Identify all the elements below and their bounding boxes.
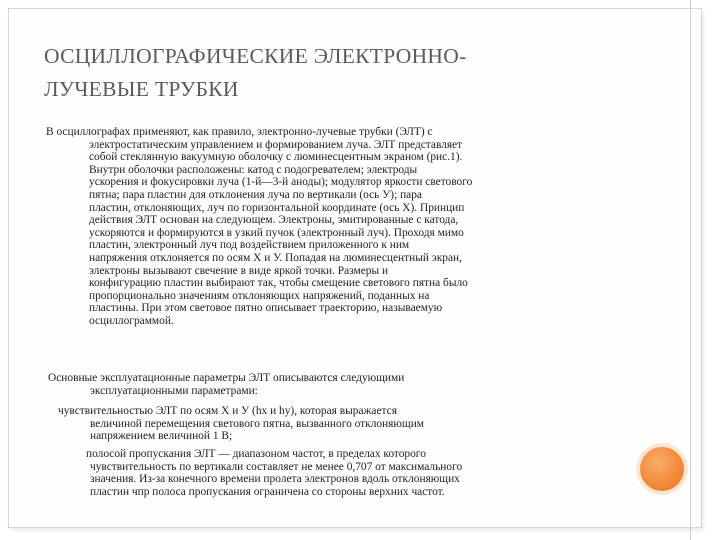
paragraph-parameters (48, 372, 404, 397)
paragraph-line: электростатическим управлением и формированием луча. ЭЛТ представляет (89, 138, 463, 151)
paragraph-line: собой стеклянную вакуумную оболочку с люминесцентным экраном (рис.1). (89, 151, 463, 164)
paragraph-bandwidth (86, 448, 462, 498)
paragraph-line: величиной перемещения светового пятна, вызванного отклоняющим (90, 417, 424, 430)
paragraph-line: чувствительность по вертикали составляет не менее 0,707 от максимального (90, 460, 463, 473)
paragraph-line: ускорения и фокусировки луча (1-й—3-й аноды); модулятор яркости светового (89, 176, 473, 189)
right-divider-line (690, 0, 691, 540)
paragraph-line: полосой пропускания ЭЛТ — диапазоном частот, в пределах которого (86, 448, 426, 460)
paragraph-line: пластин, электронный луч под воздействием приложенного к ним (89, 239, 410, 252)
paragraph-line: конфигурацию пластин выбирают так, чтобы смещение светового пятна было (89, 277, 468, 290)
paragraph-line: В осциллографах применяют, как правило, электронно-лучевые трубки (ЭЛТ) с (46, 126, 433, 138)
paragraph-line: пластин, отклоняющих, луч по горизонтальной координате (ось X). Принцип (89, 201, 465, 214)
paragraph-line: напряжением величиной 1 В; (90, 430, 233, 443)
paragraph-line: осциллограммой. (89, 314, 174, 327)
paragraph-line: напряжения отклоняется по осям X и У. Попадая на люминесцентный экран, (89, 251, 462, 264)
paragraph-line: действия ЭЛТ основан на следующем. Электроны, эмитированные с катода, (89, 214, 459, 227)
paragraph-line: пропорционально значениям отклоняющих напряжений, поданных на (89, 289, 430, 302)
paragraph-line: пятна; пара пластин для отклонения луча по вертикали (ось У); пара (89, 188, 422, 201)
paragraph-line: Внутри оболочки расположены: катод с подогревателем; электроды (89, 163, 418, 176)
paragraph-line: электроны вызывают свечение в виде яркой точки. Размеры и (89, 264, 389, 277)
slide-body (46, 126, 636, 498)
paragraph-line: значения. Из-за конечного времени пролета электронов вдоль отклоняющих (90, 473, 460, 486)
decorative-orange-circle (640, 447, 684, 491)
paragraph-line: Основные эксплуатационные параметры ЭЛТ описываются следующими (48, 372, 405, 384)
paragraph-line: эксплуатационными параметрами: (90, 384, 258, 397)
paragraph-sensitivity (58, 405, 424, 443)
paragraph-intro (46, 126, 636, 328)
title-line-1: ОСЦИЛЛОГРАФИЧЕСКИЕ ЭЛЕКТРОННО- (44, 44, 467, 68)
paragraph-line: пластин чпр полоса пропускания ограничена со стороны верхних частот. (90, 485, 445, 498)
paragraph-line: чувствительностью ЭЛТ по осям X и У (hx и hy), которая выражается (58, 405, 397, 417)
paragraph-line: пластины. При этом световое пятно описывает траекторию, называемую (89, 302, 443, 315)
slide-title (44, 40, 604, 106)
paragraph-line: ускоряются и формируются в узкий пучок (электронный луч). Проходя мимо (89, 226, 464, 239)
title-line-2: ЛУЧЕВЫЕ ТРУБКИ (44, 77, 239, 101)
